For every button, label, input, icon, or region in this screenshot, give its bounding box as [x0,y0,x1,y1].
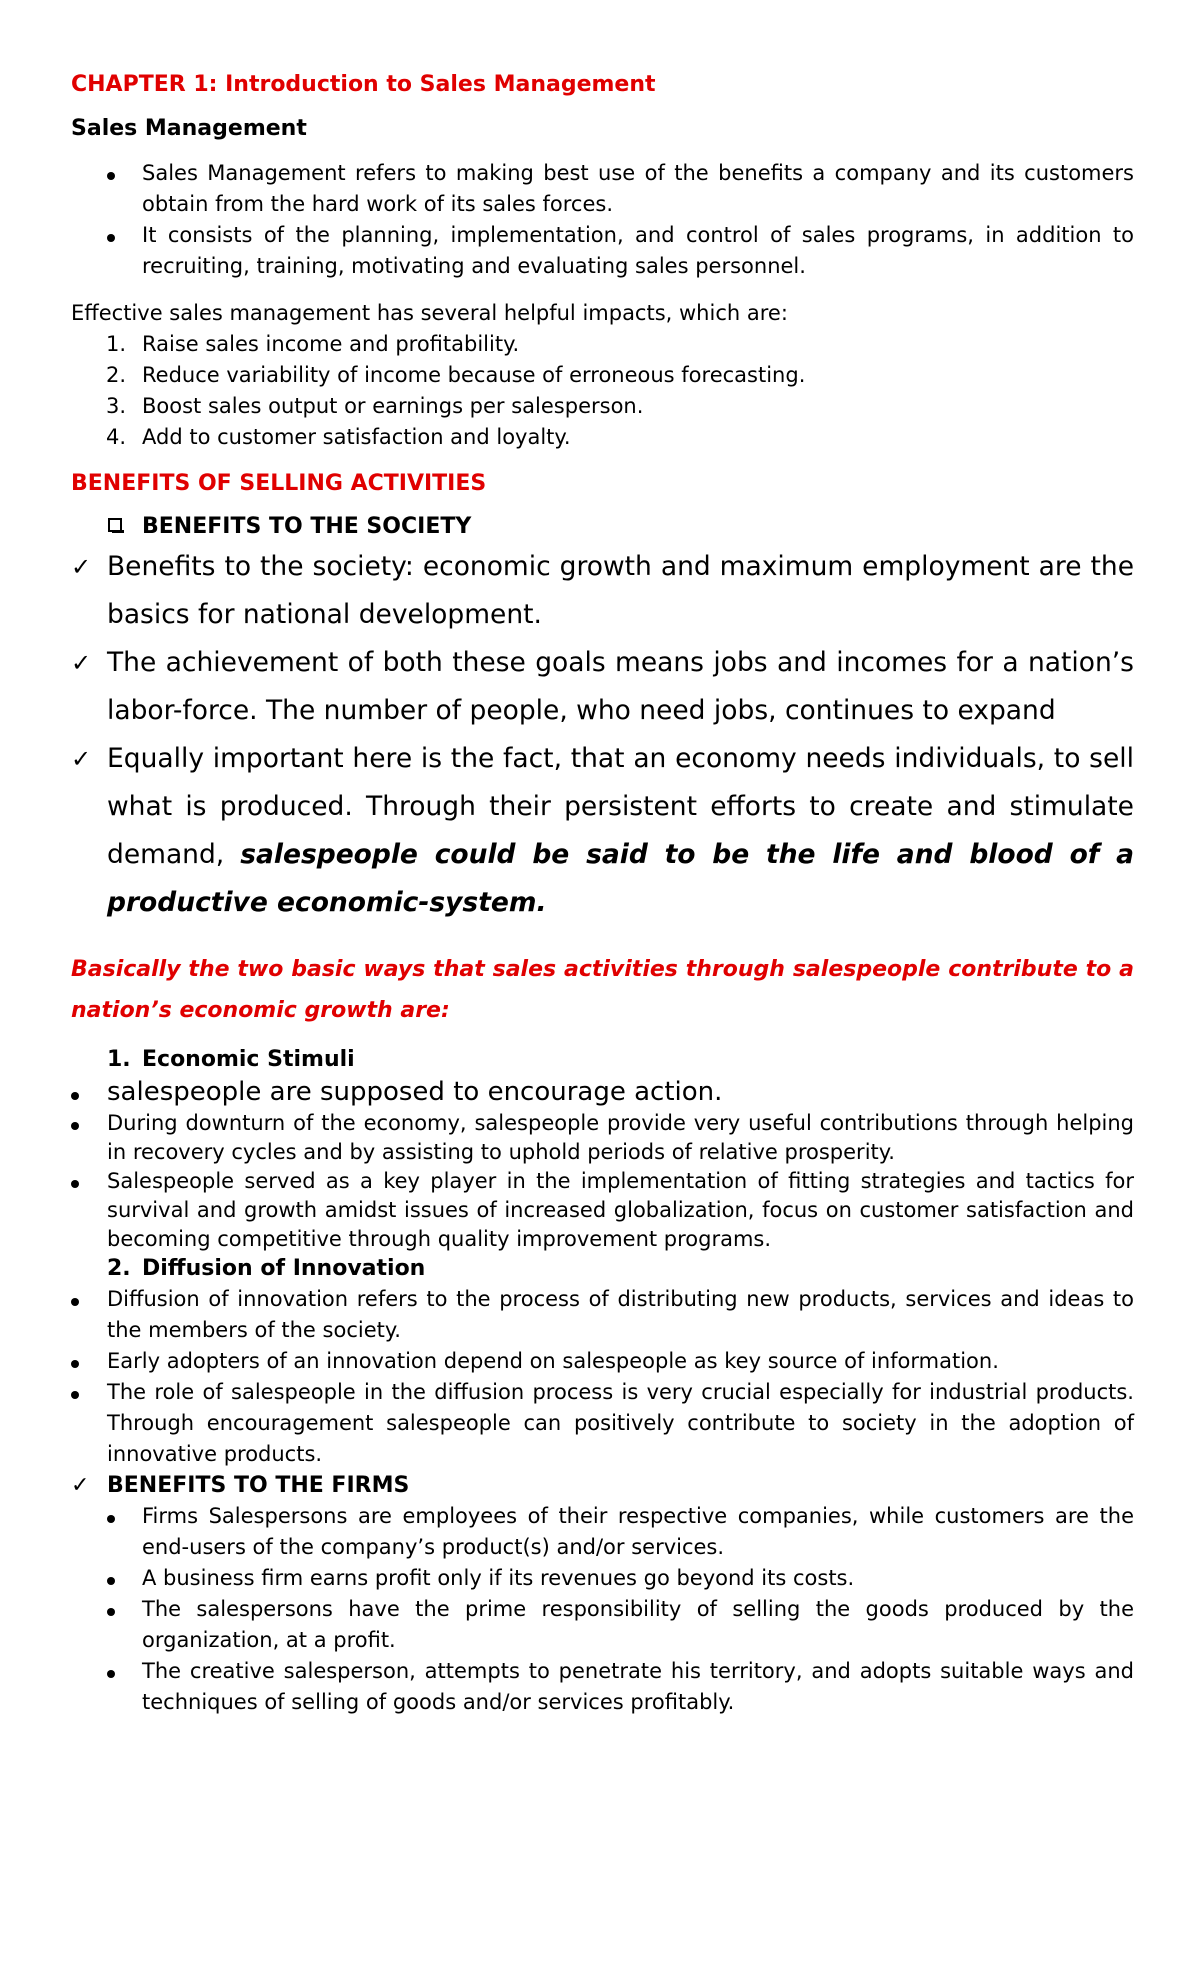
firms-heading: ✓ BENEFITS TO THE FIRMS [71,1470,1134,1501]
list-item: Firms Salespersons are employees of their respective companies, while customers are the end-users of the company’s product(s) and/or services. [71,1501,1134,1563]
list-item: The role of salespeople in the diffusion process is very crucial especially for industrial products. Through encouragement salespeople can positively contribute to society in the adoption of innovative products. [71,1377,1134,1470]
bullet-icon [107,1670,115,1678]
impacts-intro: Effective sales management has several helpful impacts, which are: [71,301,788,325]
impacts-list [71,329,1134,453]
checkmark-icon: ✓ [71,553,92,581]
list-item: It consists of the planning, implementation, and control of sales programs, in addition to recruiting, training, motivating and evaluating sales personnel. [71,220,1134,282]
list-item: The creative salesperson, attempts to penetrate his territory, and adopts suitable ways and techniques of selling of goods and/or services profitably. [71,1656,1134,1718]
list-item: Diffusion of innovation refers to the process of distributing new products, services and ideas to the members of the society. [71,1284,1134,1346]
document-page [71,70,1134,1718]
checkbox-square-icon [108,518,122,532]
bullet-icon [71,1180,79,1188]
list-item: ✓ The achievement of both these goals means jobs and incomes for a nation’s labor-force. The number of people, who need jobs, continues to expand [71,639,1134,735]
bullet-icon [71,1092,79,1100]
checkmark-icon: ✓ [71,1473,90,1498]
bullet-icon [71,1298,79,1306]
society-points [71,543,1134,927]
emphasized-text: salespeople could be said to be the life and blood of a productive economic-system. [107,839,1134,918]
list-item: Sales Management refers to making best use of the benefits a company and its customers obtain from the hard work of its sales forces. [71,158,1134,220]
list-item: 4. Add to customer satisfaction and loyalty. [106,425,571,449]
bullet-icon [71,1122,79,1130]
benefits-heading: BENEFITS OF SELLING ACTIVITIES [71,471,487,496]
bullet-icon [107,1577,115,1585]
chapter-title: CHAPTER 1: Introduction to Sales Management [71,72,656,97]
economic-stimuli-heading: 1. Economic Stimuli [107,1047,355,1072]
bullet-icon [107,172,115,180]
sales-management-heading: Sales Management [71,116,307,141]
list-item: 2. Reduce variability of income because of erroneous forecasting. [106,363,806,387]
bullet-icon [71,1360,79,1368]
list-item: During downturn of the economy, salespeople provide very useful contributions through helping in recovery cycles and by assisting to uphold periods of relative prosperity. [71,1109,1134,1167]
list-item: 1. Raise sales income and profitability. [106,332,520,356]
list-item: A business firm earns profit only if its revenues go beyond its costs. [71,1563,1134,1594]
checkmark-icon: ✓ [71,649,92,677]
bullet-icon [107,1608,115,1616]
list-item: Salespeople served as a key player in the implementation of fitting strategies and tactics for survival and growth amidst issues of increased globalization, focus on customer satisfaction and becoming competitive through quality improvement programs. [71,1167,1134,1254]
list-item: The salespersons have the prime responsibility of selling the goods produced by the organization, at a profit. [71,1594,1134,1656]
list-item: ✓ Equally important here is the fact, that an economy needs individuals, to sell what is produced. Through their persistent efforts to create and stimulate demand, salespeople could be said to be the life and blood of a productive economic-system. [71,735,1134,927]
list-item: Early adopters of an innovation depend on salespeople as key source of information. [71,1346,1134,1377]
list-item: salespeople are supposed to encourage action. [71,1075,1134,1109]
bullet-icon [107,1515,115,1523]
list-item: ✓ Benefits to the society: economic growth and maximum employment are the basics for national development. [71,543,1134,639]
bullet-icon [107,234,115,242]
society-heading: BENEFITS TO THE SOCIETY [71,511,1134,543]
list-item: 3. Boost sales output or earnings per salesperson. [106,394,644,418]
bullet-icon [71,1391,79,1399]
diffusion-heading: 2. Diffusion of Innovation [107,1256,426,1281]
two-ways-statement: Basically the two basic ways that sales activities through salespeople contribute to a nation’s economic growth are: [71,957,1134,1023]
sales-management-list [71,158,1134,282]
checkmark-icon: ✓ [71,745,92,773]
